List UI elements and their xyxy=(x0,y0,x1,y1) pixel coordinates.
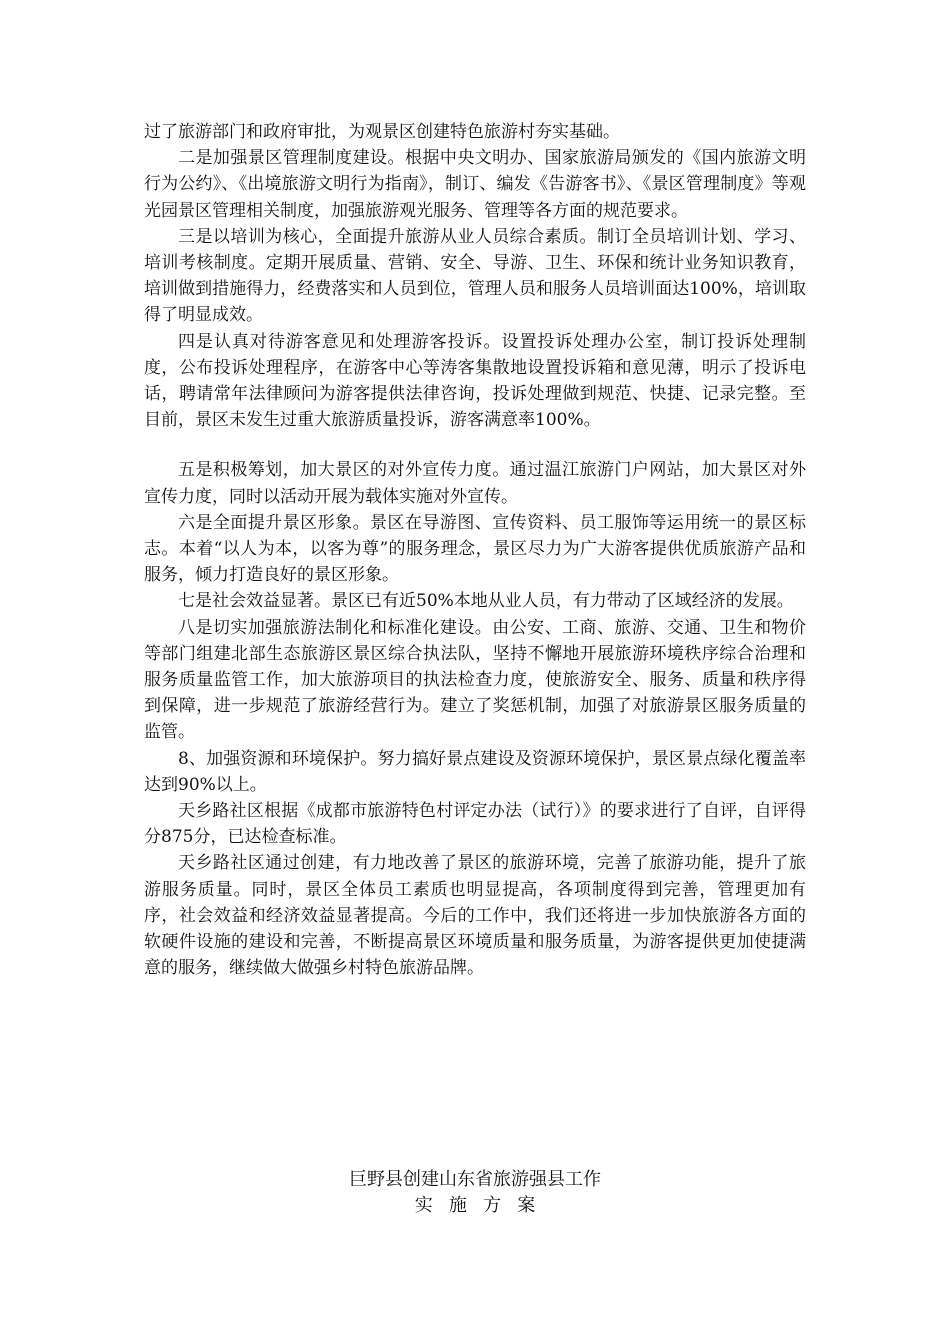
paragraph-management-system: 二是加强景区管理制度建设。根据中央文明办、国家旅游局颁发的《国内旅游文明行为公约》、《出境旅游文明行为指南》，制订、编发《告游客书》、《景区管理制度》等观光园景区管理相关制度，加强旅游观光服务、管理等各方面的规范要求。 xyxy=(144,148,806,221)
paragraph-training: 三是以培训为核心，全面提升旅游从业人员综合素质。制订全员培训计划、学习、培训考核制度。定期开展质量、营销、安全、导游、卫生、环保和统计业务知识教育，培训做到措施得力，经费落实和人员到位，管理人员和服务人员培训面达100%，培训取得了明显成效。 xyxy=(144,226,806,326)
paragraph-self-evaluation: 天乡路社区根据《成都市旅游特色村评定办法（试行）》的要求进行了自评，自评得分875分，已达检查标准。 xyxy=(144,801,806,848)
paragraph-complaints: 四是认真对待游客意见和处理游客投诉。设置投诉处理办公室，制订投诉处理制度，公布投诉处理程序，在游客中心等涛客集散地设置投诉箱和意见薄，明示了投诉电话，聘请常年法律顾问为游客提供法律咨询，投诉处理做到规范、快捷、记录完整。至目前，景区未发生过重大旅游质量投诉，游客满意率100%。 xyxy=(144,331,806,431)
document-body xyxy=(144,119,806,982)
paragraph-legal-standardization: 八是切实加强旅游法制化和标准化建设。由公安、工商、旅游、交通、卫生和物价等部门组建北部生态旅游区景区综合执法队，坚持不懈地开展旅游环境秩序综合治理和服务质量监管工作，加大旅游项目的执法检查力度，使旅游安全、服务、质量和秩序得到保障，进一步规范了旅游经营行为。建立了奖惩机制，加强了对旅游景区服务质量的监管。 xyxy=(144,617,806,743)
paragraph-environment: 8、加强资源和环境保护。努力搞好景点建设及资源环境保护，景区景点绿化覆盖率达到90%以上。 xyxy=(144,748,806,795)
paragraph-image: 六是全面提升景区形象。景区在导游图、宣传资料、员工服饰等运用统一的景区标志。本着“以人为本，以客为尊”的服务理念，景区尽力为广大游客提供优质旅游产品和服务，倾力打造良好的景区形象。 xyxy=(144,512,806,586)
paragraph-continuation: 过了旅游部门和政府审批，为观景区创建特色旅游村夯实基础。 xyxy=(144,122,620,142)
section-subtitle: 实施方案 xyxy=(414,1195,552,1216)
paragraph-publicity: 五是积极筹划，加大景区的对外宣传力度。通过温江旅游门户网站，加大景区对外宣传力度，同时以活动开展为载体实施对外宣传。 xyxy=(144,460,806,507)
paragraph-social-benefit: 七是社会效益显著。景区已有近50%本地从业人员，有力带动了区域经济的发展。 xyxy=(178,591,794,612)
section-title: 巨野县创建山东省旅游强县工作 xyxy=(349,1169,601,1190)
paragraph-conclusion: 天乡路社区通过创建，有力地改善了景区的旅游环境，完善了旅游功能，提升了旅游服务质量。同时，景区全体员工素质也明显提高，各项制度得到完善，管理更加有序，社会效益和经济效益显著提高。今后的工作中，我们还将进一步加快旅游各方面的软硬件设施的建设和完善，不断提高景区环境质量和服务质量，为游客提供更加使捷满意的服务，继续做大做强乡村特色旅游品牌。 xyxy=(144,853,806,979)
paragraph-gap xyxy=(144,433,806,457)
